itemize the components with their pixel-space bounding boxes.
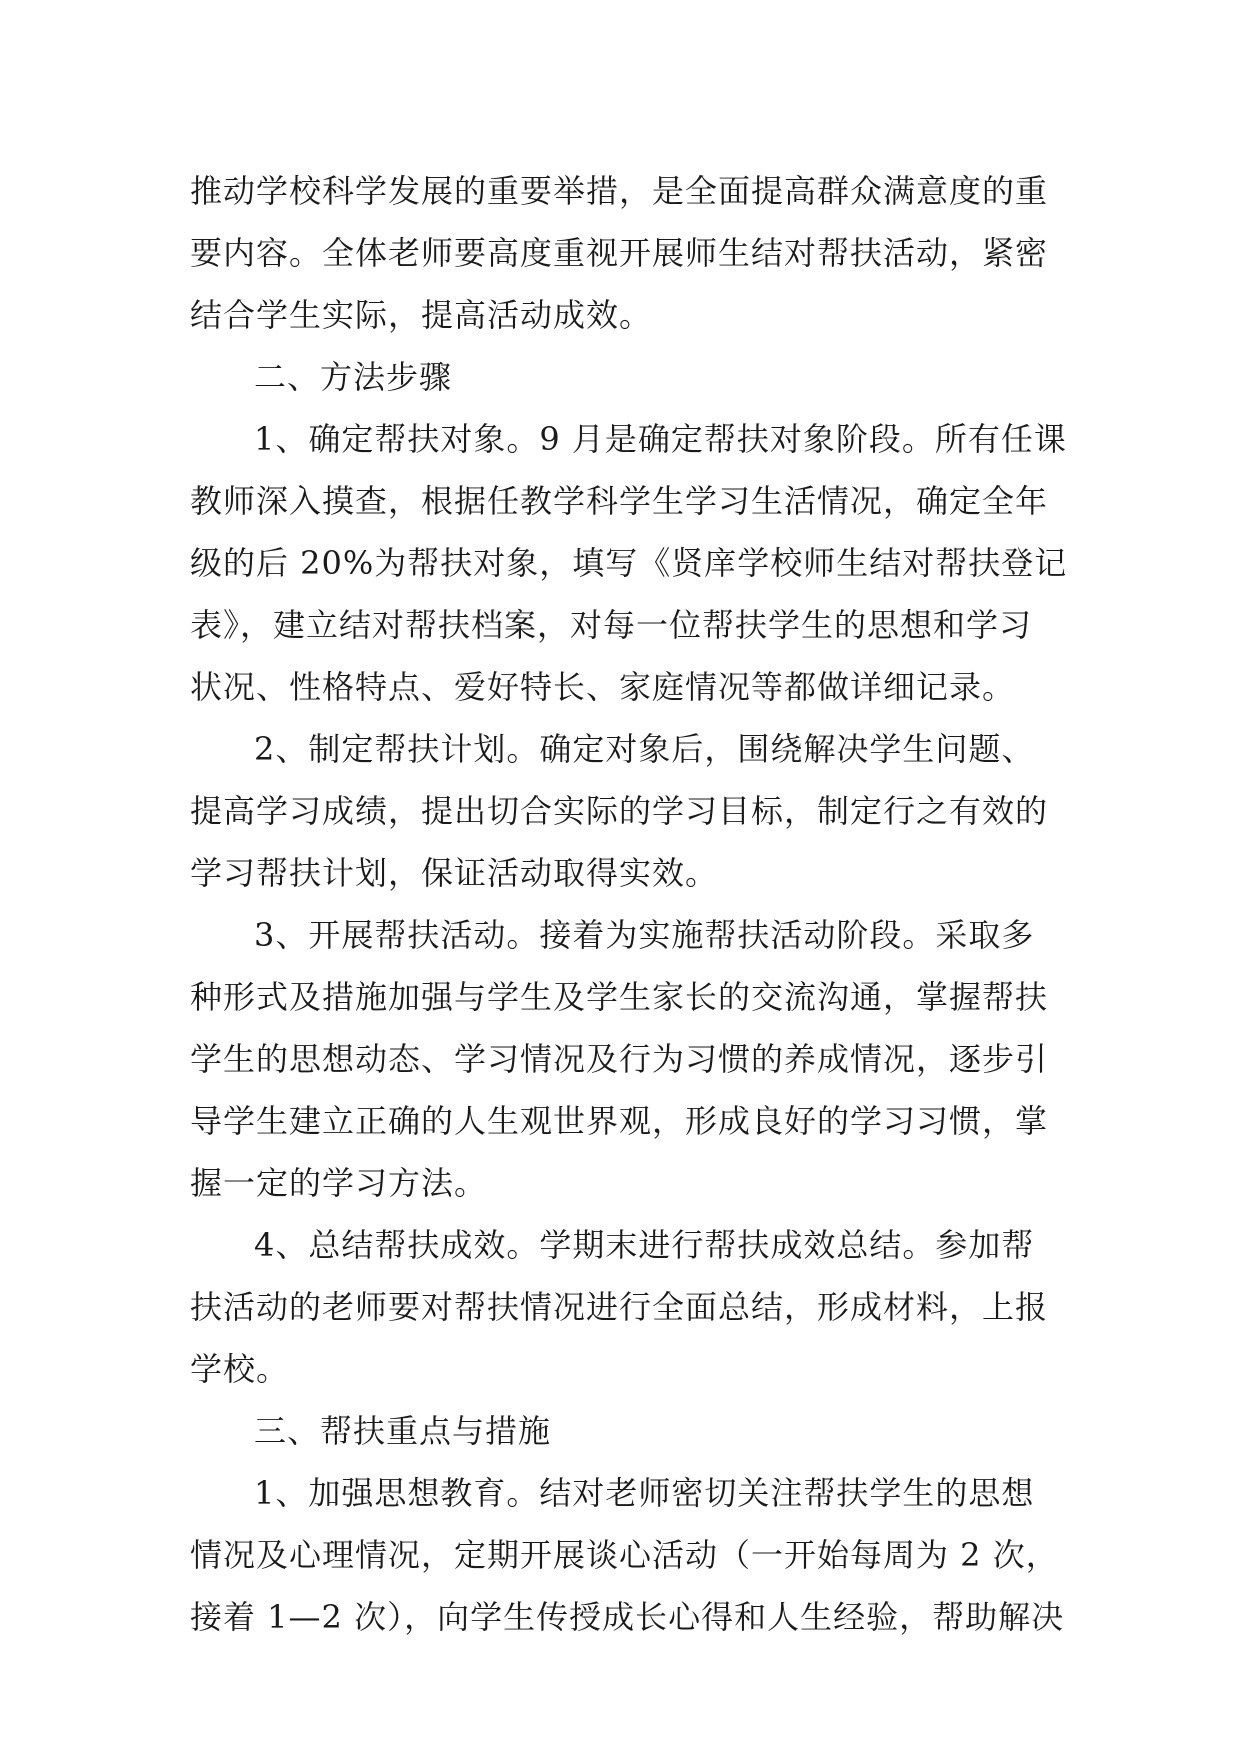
text-line: 学校。 bbox=[190, 1350, 290, 1388]
text-line: 导学生建立正确的人生观世界观，形成良好的学习习惯，掌 bbox=[190, 1102, 1049, 1140]
text-line: 情况及心理情况，定期开展谈心活动（一开始每周为 2 次， bbox=[190, 1536, 1059, 1574]
text-line: 扶活动的老师要对帮扶情况进行全面总结，形成材料，上报 bbox=[190, 1288, 1049, 1326]
text-line: 状况、性格特点、爱好特长、家庭情况等都做详细记录。 bbox=[190, 668, 1016, 706]
text-line: 2、制定帮扶计划。确定对象后，围绕解决学生问题、 bbox=[254, 730, 1035, 768]
text-line: 种形式及措施加强与学生及学生家长的交流沟通，掌握帮扶 bbox=[190, 978, 1049, 1016]
text-line: 1、确定帮扶对象。9 月是确定帮扶对象阶段。所有任课 bbox=[254, 420, 1067, 458]
document-body bbox=[190, 160, 1068, 1648]
text-line: 4、总结帮扶成效。学期末进行帮扶成效总结。参加帮 bbox=[254, 1226, 1035, 1264]
text-line: 提高学习成绩，提出切合实际的学习目标，制定行之有效的 bbox=[190, 792, 1049, 830]
text-line: 要内容。全体老师要高度重视开展师生结对帮扶活动，紧密 bbox=[190, 234, 1049, 272]
text-line: 级的后 20%为帮扶对象，填写《贤庠学校师生结对帮扶登记 bbox=[190, 544, 1068, 582]
text-line: 学生的思想动态、学习情况及行为习惯的养成情况，逐步引 bbox=[190, 1040, 1049, 1078]
text-line: 握一定的学习方法。 bbox=[190, 1164, 488, 1202]
text-line: 教师深入摸查，根据任教学科学生学习生活情况，确定全年 bbox=[190, 482, 1049, 520]
text-line: 1、加强思想教育。结对老师密切关注帮扶学生的思想 bbox=[254, 1474, 1035, 1512]
text-line: 结合学生实际，提高活动成效。 bbox=[190, 296, 653, 334]
text-line: 推动学校科学发展的重要举措，是全面提高群众满意度的重 bbox=[190, 172, 1049, 210]
text-line: 二、方法步骤 bbox=[254, 358, 453, 396]
text-line: 3、开展帮扶活动。接着为实施帮扶活动阶段。采取多 bbox=[254, 916, 1035, 954]
text-line: 学习帮扶计划，保证活动取得实效。 bbox=[190, 854, 719, 892]
text-line: 三、帮扶重点与措施 bbox=[254, 1412, 552, 1450]
text-line: 接着 1—2 次），向学生传授成长心得和人生经验，帮助解决 bbox=[190, 1598, 1065, 1636]
text-line: 表》，建立结对帮扶档案，对每一位帮扶学生的思想和学习 bbox=[190, 606, 1033, 644]
